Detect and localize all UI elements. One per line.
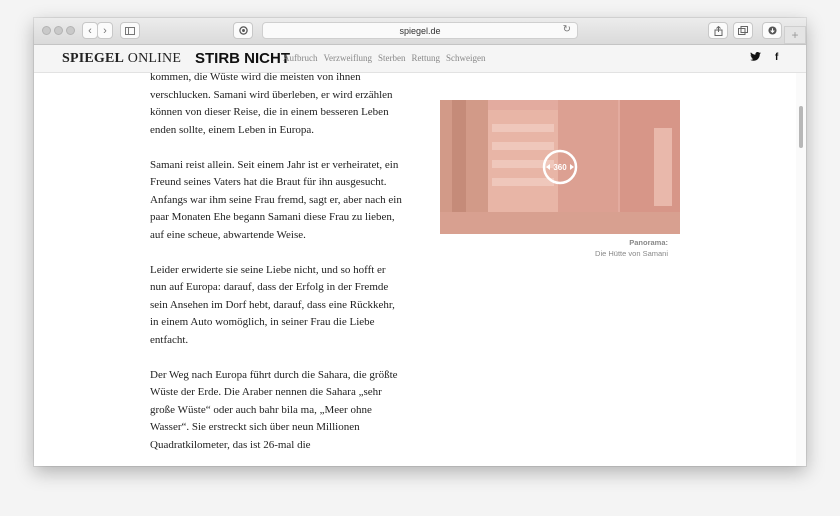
forward-button[interactable] (97, 22, 113, 39)
plus-icon: + (791, 28, 799, 42)
zoom-window-button[interactable] (66, 26, 75, 35)
chapter-nav (283, 53, 485, 63)
chevron-left-icon: ‹ (88, 24, 92, 37)
downloads-button[interactable] (762, 22, 782, 39)
logo-bold: SPIEGEL (62, 51, 125, 66)
site-logo[interactable] (62, 51, 181, 67)
nav-item-aufbruch[interactable]: Aufbruch (283, 53, 318, 63)
browser-toolbar (34, 18, 806, 45)
article-body (150, 73, 402, 466)
shield-icon (239, 26, 248, 35)
nav-item-schweigen[interactable]: Schweigen (445, 53, 486, 63)
nav-item-rettung[interactable]: Rettung (411, 53, 440, 63)
new-tab-button[interactable] (784, 26, 806, 44)
browser-window (34, 18, 806, 466)
panorama-scene (440, 100, 680, 234)
panorama-360-badge: 360 (553, 163, 567, 172)
sidebar-icon (125, 27, 135, 35)
minimize-window-button[interactable] (54, 26, 63, 35)
sidebar-button[interactable] (120, 22, 140, 39)
page-content (34, 73, 806, 466)
tabs-icon (738, 26, 748, 35)
panorama-caption-title: Panorama: (629, 238, 668, 247)
back-button[interactable] (82, 22, 98, 39)
article-paragraph: kommen, die Wüste wird die meisten von ihnen verschlucken. Samani wird überleben, er wird erzählen können von dieser Reise, die in einem besseren Leben enden sollte, einem Leben in Europa. (150, 73, 393, 136)
chevron-right-icon: › (103, 24, 107, 37)
nav-item-verzweiflung[interactable]: Verzweiflung (323, 53, 372, 63)
article-paragraph: Samani reist allein. Seit einem Jahr ist er verheiratet, ein Freund seines Vaters hat die Braut für ihn ausgesucht. Anfangs war ihm seine Frau fremd, sagt er, aber nach ein paar Monaten Ehe begann Samani diese Frau zu lieben, auf eine scheue, abwartende Weise. (150, 158, 402, 241)
nav-item-sterben[interactable]: Sterben (377, 53, 406, 63)
share-button[interactable] (708, 22, 728, 39)
address-bar[interactable] (262, 22, 578, 39)
logo-light: ONLINE (124, 51, 182, 66)
facebook-icon[interactable]: f (775, 52, 779, 63)
series-title[interactable]: STIRB NICHT (195, 50, 290, 67)
article-paragraph: Leider erwiderte sie seine Liebe nicht, und so hofft er nun auf Europa: darauf, dass der Erfolg in der Fremde sein Ansehen im Dorf hebt, darauf, dass eine Rückkehr, in einem Auto womöglich, in seiner Frau die Liebe entfacht. (150, 263, 395, 346)
panorama-caption-subtitle: Die Hütte von Samani (595, 249, 668, 258)
tabs-button[interactable] (733, 22, 753, 39)
panorama-image[interactable] (440, 100, 680, 234)
download-icon (768, 26, 777, 35)
scrollbar-thumb[interactable] (799, 106, 803, 148)
privacy-button[interactable] (233, 22, 253, 39)
url-text: spiegel.de (399, 25, 441, 36)
close-window-button[interactable] (42, 26, 51, 35)
twitter-icon[interactable] (750, 52, 761, 64)
site-header (34, 45, 806, 73)
article-paragraph: Der Weg nach Europa führt durch die Sahara, die größte Wüste der Erde. Die Araber nennen die Sahara „sehr große Wüste“ oder auch bahr bila ma, „Meer ohne Wasser“. Sie erstreckt sich über neun Millionen Quadratkilometer, das ist 26-mal die (150, 368, 398, 451)
reload-icon[interactable]: ↻ (562, 24, 571, 35)
share-icon (714, 26, 723, 36)
